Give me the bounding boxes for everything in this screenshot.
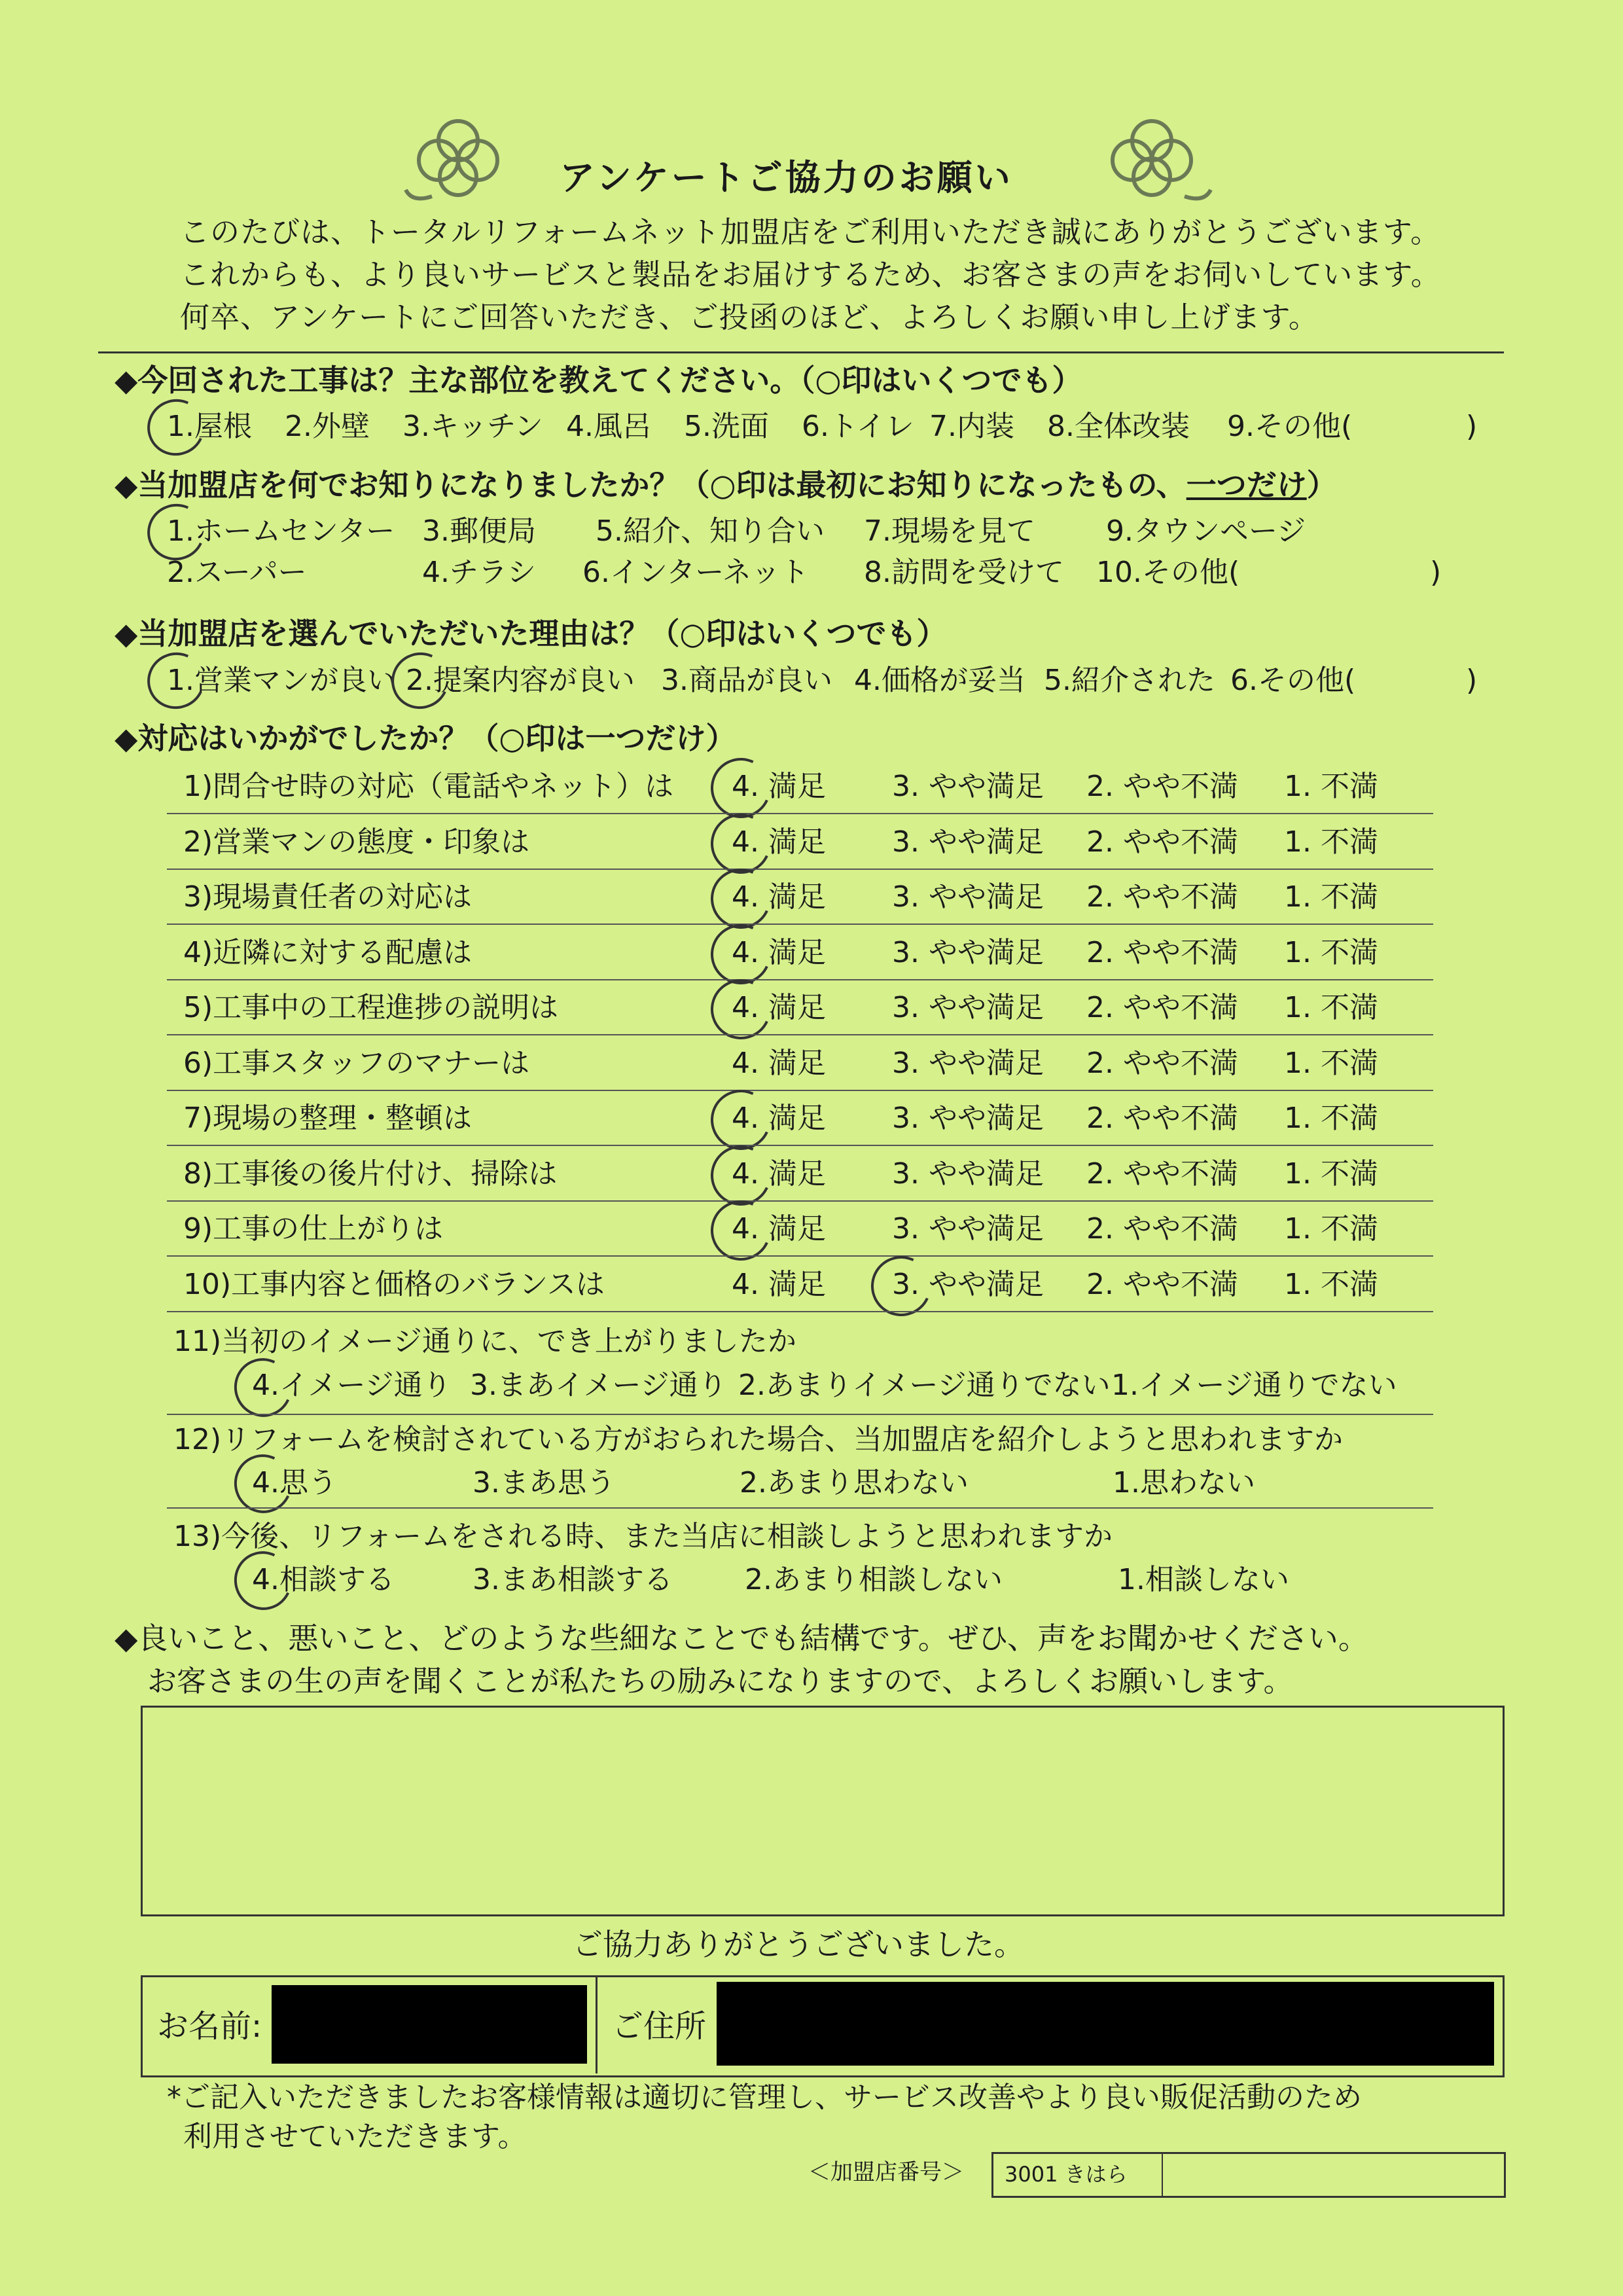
q4-item-7-choice-4[interactable]: 4. 満足 xyxy=(732,1102,826,1135)
q4-row-rule xyxy=(167,1311,1433,1312)
q4-item-5-choice-2[interactable]: 2. やや不満 xyxy=(1086,991,1238,1024)
q4-item-5-choice-1[interactable]: 1. 不満 xyxy=(1284,991,1378,1024)
q1-option-4[interactable]: 4.風呂 xyxy=(566,410,651,443)
q13-option-1[interactable]: 1.相談しない xyxy=(1118,1563,1289,1596)
q11-question: 11)当初のイメージ通りに、でき上がりましたか xyxy=(173,1325,796,1358)
q2-option-1[interactable]: 1.ホームセンター xyxy=(167,514,395,548)
q12-question: 12)リフォームを検討されている方がおられた場合、当加盟店を紹介しようと思われますか xyxy=(173,1423,1343,1456)
q4-item-7-choice-3[interactable]: 3. やや満足 xyxy=(892,1102,1044,1135)
q4-item-4-choice-4[interactable]: 4. 満足 xyxy=(732,935,826,969)
q4-row-rule xyxy=(167,924,1433,925)
q1-option-6[interactable]: 6.トイレ xyxy=(802,410,914,443)
q4-item-7-choice-1[interactable]: 1. 不満 xyxy=(1284,1102,1378,1135)
q11-rule xyxy=(167,1414,1433,1415)
q4-item-9: 9)工事の仕上がりは xyxy=(183,1212,444,1246)
q4-item-6-choice-4[interactable]: 4. 満足 xyxy=(732,1046,826,1080)
q4-item-8-choice-3[interactable]: 3. やや満足 xyxy=(892,1157,1044,1191)
comments-textarea[interactable] xyxy=(141,1706,1505,1916)
q1-option-2[interactable]: 2.外壁 xyxy=(285,410,370,443)
q2-option-4[interactable]: 4.チラシ xyxy=(422,556,536,589)
q1-option-1[interactable]: 1.屋根 xyxy=(167,410,252,443)
q4-row-rule xyxy=(167,1145,1433,1146)
q3-heading: ◆当加盟店を選んでいただいた理由は？（○印はいくつでも） xyxy=(115,616,947,651)
q4-row-rule xyxy=(167,979,1433,980)
comments-prompt-1: ◆良いこと、悪いこと、どのような些細なことでも結構です。ぜひ、声をお聞かせください。 xyxy=(115,1621,1368,1656)
footnote-line-2: 利用させていただきます。 xyxy=(183,2120,527,2153)
q4-item-8: 8)工事後の後片付け、掃除は xyxy=(183,1157,558,1191)
q4-item-3-choice-3[interactable]: 3. やや満足 xyxy=(892,880,1044,914)
q4-item-7-choice-2[interactable]: 2. やや不満 xyxy=(1086,1102,1238,1135)
q4-item-8-choice-1[interactable]: 1. 不満 xyxy=(1284,1157,1378,1191)
header-divider xyxy=(98,351,1504,353)
q4-item-4-choice-2[interactable]: 2. やや不満 xyxy=(1086,935,1238,969)
q4-item-4-choice-1[interactable]: 1. 不満 xyxy=(1284,935,1378,969)
clover-left-icon xyxy=(393,111,530,209)
q4-item-9-choice-1[interactable]: 1. 不満 xyxy=(1284,1212,1378,1246)
q4-item-9-choice-2[interactable]: 2. やや不満 xyxy=(1086,1212,1238,1246)
q4-item-6: 6)工事スタッフのマナーは xyxy=(183,1046,530,1080)
footnote-line-1: *ご記入いただきましたお客様情報は適切に管理し、サービス改善やより良い販促活動のため xyxy=(167,2081,1362,2114)
q4-item-1-choice-1[interactable]: 1. 不満 xyxy=(1284,770,1378,803)
q4-row-rule xyxy=(167,813,1433,814)
q2-option-5[interactable]: 5.紹介、知り合い xyxy=(596,514,825,548)
q2-option-6[interactable]: 6.インターネット xyxy=(582,556,810,589)
q4-item-6-choice-2[interactable]: 2. やや不満 xyxy=(1086,1046,1238,1080)
page-title: アンケートご協力のお願い xyxy=(560,157,1013,198)
q3-option-6[interactable]: 6.その他( xyxy=(1230,664,1356,697)
q12-option-4[interactable]: 4.思う xyxy=(252,1466,337,1499)
q4-item-4: 4)近隣に対する配慮は xyxy=(183,935,473,969)
q3-option-1[interactable]: 1.営業マンが良い xyxy=(167,664,396,697)
q13-option-3[interactable]: 3.まあ相談する xyxy=(473,1563,673,1596)
q3-option-5[interactable]: 5.紹介された xyxy=(1044,664,1215,697)
q11-option-1[interactable]: 1.イメージ通りでない xyxy=(1111,1369,1397,1402)
q2-option-2[interactable]: 2.スーパー xyxy=(167,556,307,589)
q11-option-3[interactable]: 3.まあイメージ通り xyxy=(470,1369,727,1402)
q4-item-6-choice-3[interactable]: 3. やや満足 xyxy=(892,1046,1044,1080)
q11-option-4[interactable]: 4.イメージ通り xyxy=(252,1369,452,1402)
q2-heading: ◆当加盟店を何でお知りになりましたか？（○印は最初にお知りになったもの、一つだけ） xyxy=(115,467,1337,503)
q1-option-7[interactable]: 7.内装 xyxy=(929,410,1014,443)
q4-item-10-choice-3[interactable]: 3. やや満足 xyxy=(892,1267,1044,1301)
q13-option-4[interactable]: 4.相談する xyxy=(252,1563,395,1596)
intro-line-1: このたびは、トータルリフォームネット加盟店をご利用いただき誠にありがとうございます。 xyxy=(180,215,1441,249)
q4-item-5-choice-3[interactable]: 3. やや満足 xyxy=(892,991,1044,1024)
q1-option-5[interactable]: 5.洗面 xyxy=(684,410,769,443)
q1-option-9-close: ) xyxy=(1466,410,1478,443)
q4-item-8-choice-2[interactable]: 2. やや不満 xyxy=(1086,1157,1238,1191)
q4-item-8-choice-4[interactable]: 4. 満足 xyxy=(732,1157,826,1191)
q4-row-rule xyxy=(167,1255,1433,1257)
q1-option-8[interactable]: 8.全体改装 xyxy=(1047,410,1190,443)
q4-item-5-choice-4[interactable]: 4. 満足 xyxy=(732,991,826,1024)
q4-item-2-choice-3[interactable]: 3. やや満足 xyxy=(892,825,1044,859)
q2-option-7[interactable]: 7.現場を見て xyxy=(864,514,1035,548)
q13-option-2[interactable]: 2.あまり相談しない xyxy=(745,1563,1003,1596)
q4-item-1-choice-2[interactable]: 2. やや不満 xyxy=(1086,770,1238,803)
q2-option-10[interactable]: 10.その他( xyxy=(1096,556,1240,589)
answer-circle-q3-2 xyxy=(383,645,457,717)
q4-item-3-choice-4[interactable]: 4. 満足 xyxy=(732,880,826,914)
answer-circle-q13 xyxy=(226,1543,300,1619)
q4-item-2-choice-1[interactable]: 1. 不満 xyxy=(1284,825,1378,859)
q12-rule xyxy=(167,1507,1433,1509)
q4-item-9-choice-3[interactable]: 3. やや満足 xyxy=(892,1212,1044,1246)
contact-form-divider xyxy=(596,1977,597,2073)
q4-item-1: 1)問合せ時の対応（電話やネット）は xyxy=(183,770,674,803)
q4-item-2-choice-4[interactable]: 4. 満足 xyxy=(732,825,826,859)
q4-item-3-choice-2[interactable]: 2. やや不満 xyxy=(1086,880,1238,914)
q1-option-3[interactable]: 3.キッチン xyxy=(402,410,543,443)
q12-option-2[interactable]: 2.あまり思わない xyxy=(740,1466,969,1499)
answer-circle-q4-10 xyxy=(863,1247,940,1325)
answer-circle-q4-5 xyxy=(702,971,779,1048)
q3-option-4[interactable]: 4.価格が妥当 xyxy=(854,664,1026,697)
q4-item-10-choice-4[interactable]: 4. 満足 xyxy=(732,1267,826,1301)
q13-question: 13)今後、リフォームをされる時、また当店に相談しようと思われますか xyxy=(173,1520,1113,1553)
q4-heading: ◆対応はいかがでしたか？（○印は一つだけ） xyxy=(115,721,736,756)
q4-item-10-choice-2[interactable]: 2. やや不満 xyxy=(1086,1267,1238,1301)
q4-row-rule xyxy=(167,869,1433,870)
q12-option-3[interactable]: 3.まあ思う xyxy=(473,1466,615,1499)
name-label: お名前: xyxy=(157,2008,262,2045)
q3-option-2[interactable]: 2.提案内容が良い xyxy=(406,664,635,697)
answer-circle-q3-1 xyxy=(139,645,213,717)
q4-item-2-choice-2[interactable]: 2. やや不満 xyxy=(1086,825,1238,859)
name-field-redacted[interactable] xyxy=(272,1985,587,2064)
answer-circle-q4-9 xyxy=(702,1192,779,1269)
q1-heading: ◆今回された工事は？主な部位を教えてください。（○印はいくつでも） xyxy=(115,363,1082,398)
q3-option-3[interactable]: 3.商品が良い xyxy=(661,664,832,697)
q4-item-10-choice-1[interactable]: 1. 不満 xyxy=(1284,1267,1378,1301)
comments-prompt-2: お客さまの生の声を聞くことが私たちの励みになりますので、よろしくお願いします。 xyxy=(147,1664,1293,1698)
q4-item-1-choice-3[interactable]: 3. やや満足 xyxy=(892,770,1044,803)
q4-item-7: 7)現場の整理・整頓は xyxy=(183,1102,473,1135)
q4-item-10: 10)工事内容と価格のバランスは xyxy=(183,1267,605,1301)
q11-option-2[interactable]: 2.あまりイメージ通りでない xyxy=(738,1369,1111,1402)
address-label: ご住所 xyxy=(612,2008,707,2045)
q3-option-6-close: ) xyxy=(1466,664,1478,697)
q4-row-rule xyxy=(167,1090,1433,1091)
store-number-divider xyxy=(1162,2154,1163,2196)
q4-item-3-choice-1[interactable]: 1. 不満 xyxy=(1284,880,1378,914)
q4-item-2: 2)営業マンの態度・印象は xyxy=(183,825,530,859)
q4-item-6-choice-1[interactable]: 1. 不満 xyxy=(1284,1046,1378,1080)
q2-option-8[interactable]: 8.訪問を受けて xyxy=(864,556,1064,589)
thanks-message: ご協力ありがとうございました。 xyxy=(573,1927,1024,1962)
q4-item-1-choice-4[interactable]: 4. 満足 xyxy=(732,770,826,803)
address-field-redacted[interactable] xyxy=(717,1982,1494,2066)
q4-item-5: 5)工事中の工程進捗の説明は xyxy=(183,991,559,1024)
intro-line-3: 何卒、アンケートにご回答いただき、ご投函のほど、よろしくお願い申し上げます。 xyxy=(180,300,1319,334)
intro-line-2: これからも、より良いサービスと製品をお届けするため、お客さまの声をお伺いしています。 xyxy=(180,257,1441,292)
q12-option-1[interactable]: 1.思わない xyxy=(1113,1466,1255,1499)
q4-row-rule xyxy=(167,1200,1433,1202)
store-number-value: 3001 きはら xyxy=(1005,2162,1128,2187)
q4-item-3: 3)現場責任者の対応は xyxy=(183,880,473,914)
q2-option-10-close: ) xyxy=(1430,556,1442,589)
answer-circle-q12 xyxy=(226,1446,300,1522)
q4-item-4-choice-3[interactable]: 3. やや満足 xyxy=(892,935,1044,969)
q2-option-9[interactable]: 9.タウンページ xyxy=(1106,514,1306,548)
answer-circle-q1 xyxy=(139,391,213,464)
clover-right-icon xyxy=(1086,111,1224,209)
q4-item-9-choice-4[interactable]: 4. 満足 xyxy=(732,1212,826,1246)
q4-row-rule xyxy=(167,1034,1433,1035)
store-number-label: ＜加盟店番号＞ xyxy=(808,2159,964,2185)
q1-option-9[interactable]: 9.その他( xyxy=(1227,410,1353,443)
q2-option-3[interactable]: 3.郵便局 xyxy=(422,514,536,548)
